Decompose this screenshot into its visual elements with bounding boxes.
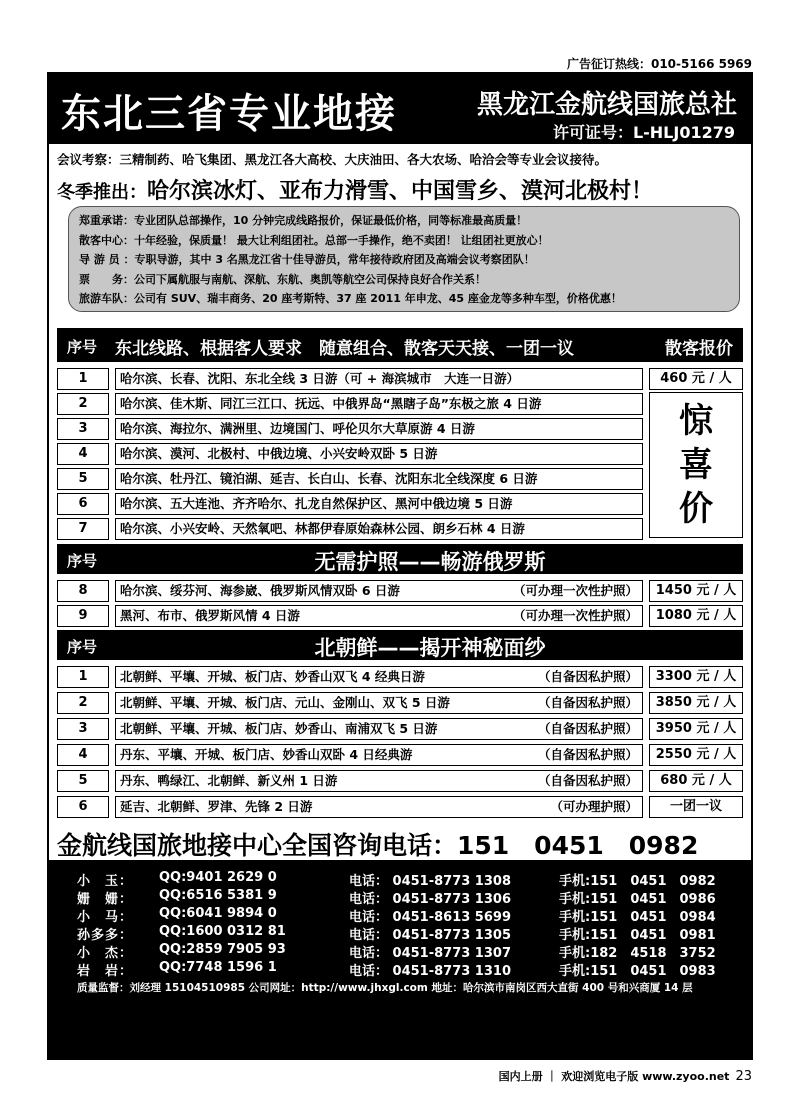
row-route <box>115 718 643 740</box>
promo-line: 旅游车队：公司有 SUV、瑞丰商务、20 座考斯特、37 座 2011 年申龙、45 座金龙等多种车型，价格优惠！ <box>79 292 622 306</box>
row-number: 1 <box>57 666 109 688</box>
row-route <box>115 692 643 714</box>
route-note: （自备因私护照） <box>537 695 638 710</box>
promo-line: 导 游 员 ：专职导游，其中 3 名黑龙江省十佳导游员，常年接待政府团及高端会议考察团队！ <box>79 253 535 267</box>
table-row <box>57 744 743 768</box>
contact-phone: 电话： 0451-8773 1306 <box>349 892 511 907</box>
table-row <box>57 443 743 467</box>
row-route <box>115 770 643 792</box>
license-number: 许可证号：L-HLJ01279 <box>552 123 735 142</box>
route-text: 北朝鲜、平壤、开城、板门店、元山、金刚山、双飞 5 日游 <box>120 695 450 710</box>
route-text: 丹东、平壤、开城、板门店、妙香山双卧 4 日经典游 <box>120 747 413 762</box>
section2-header <box>57 544 743 574</box>
row-route: 哈尔滨、牡丹江、镜泊湖、延吉、长白山、长春、沈阳东北全线深度 6 日游 <box>115 468 643 490</box>
route-text: 黑河、布市、俄罗斯风情 4 日游 <box>120 608 300 623</box>
conference-line: 会议考察：三精制药、哈飞集团、黑龙江各大高校、大庆油田、各大农场、哈洽会等专业会议接待。 <box>57 152 608 167</box>
section1-title: 东北线路、根据客人要求 随意组合、散客天天接、一团一议 <box>115 339 574 359</box>
row-route: 哈尔滨、海拉尔、满洲里、边境国门、呼伦贝尔大草原游 4 日游 <box>115 418 643 440</box>
row-price: 3950 元 / 人 <box>649 718 743 740</box>
winter-line <box>57 174 653 205</box>
contact-name: 小 玉： <box>77 874 134 889</box>
contact-name: 小 马： <box>77 910 134 925</box>
row-number: 3 <box>57 718 109 740</box>
promo-line: 散客中心：十年经验，保质量！ 最大让利组团社。总部一手操作，绝不卖团！ 让组团社更放心！ <box>79 233 549 247</box>
row-route <box>115 666 643 688</box>
page-number: 23 <box>735 1069 752 1084</box>
contact-qq: QQ:9401 2629 0 <box>159 870 277 885</box>
route-text: 北朝鲜、平壤、开城、板门店、妙香山双飞 4 经典日游 <box>120 669 425 684</box>
contact-phone: 电话： 0451-8773 1308 <box>349 874 511 889</box>
promo-line: 郑重承诺：专业团队总部操作，10 分钟完成线路报价，保证最低价格，同等标准最高质量！ <box>79 214 528 227</box>
route-note: （可办理一次性护照） <box>512 583 638 598</box>
table-row <box>57 468 743 492</box>
contact-mobile: 手机:151 0451 0986 <box>559 892 716 907</box>
section2-title: 无需护照——畅游俄罗斯 <box>314 550 546 574</box>
route-note: （自备因私护照） <box>537 721 638 736</box>
consult-hotline: 金航线国旅地接中心全国咨询电话：151 0451 0982 <box>57 831 699 860</box>
contact-qq: QQ:2859 7905 93 <box>159 942 286 957</box>
winter-items: 哈尔滨冰灯、亚布力滑雪、中国雪乡、漠河北极村！ <box>147 179 654 204</box>
contact-row <box>49 942 751 960</box>
contact-row <box>49 888 751 906</box>
row-route <box>115 744 643 766</box>
row-number: 1 <box>57 368 109 390</box>
main-title: 东北三省专业地接 <box>61 91 397 137</box>
table-row <box>57 580 743 604</box>
promo-box <box>68 206 740 312</box>
promo-line: 票 务：公司下属航服与南航、深航、东航、奥凯等航空公司保持良好合作关系！ <box>79 272 486 286</box>
route-note: （可办理护照） <box>550 799 638 814</box>
contact-name: 岩 岩： <box>77 964 134 979</box>
section3-header <box>57 630 743 660</box>
route-text: 延吉、北朝鲜、罗津、先锋 2 日游 <box>120 799 313 814</box>
contact-mobile: 手机:151 0451 0981 <box>559 928 716 943</box>
contact-qq: QQ:7748 1596 1 <box>159 960 277 975</box>
route-text: 丹东、鸭绿江、北朝鲜、新义州 1 日游 <box>120 773 338 788</box>
row-number: 4 <box>57 443 109 465</box>
row-price: 2550 元 / 人 <box>649 744 743 766</box>
winter-label: 冬季推出： <box>57 182 147 203</box>
row-number: 5 <box>57 770 109 792</box>
route-note: （自备因私护照） <box>537 773 638 788</box>
row-number: 2 <box>57 393 109 415</box>
row-price: 3300 元 / 人 <box>649 666 743 688</box>
surprise-price-box <box>649 392 743 538</box>
table-row <box>57 666 743 690</box>
contact-row <box>49 924 751 942</box>
table-row <box>57 493 743 517</box>
row-route <box>115 796 643 818</box>
row-number: 8 <box>57 580 109 602</box>
contact-qq: QQ:6516 5381 9 <box>159 888 277 903</box>
contact-row <box>49 870 751 888</box>
row-price: 680 元 / 人 <box>649 770 743 792</box>
surprise-char: 喜 <box>679 445 713 485</box>
table-row <box>57 796 743 820</box>
section3-no-label: 序号 <box>67 638 98 656</box>
ad-hotline: 广告征订热线：010-5166 5969 <box>566 57 752 71</box>
row-route: 哈尔滨、佳木斯、同江三江口、抚远、中俄界岛“黑瞎子岛”东极之旅 4 日游 <box>115 393 643 415</box>
route-text: 北朝鲜、平壤、开城、板门店、妙香山、南浦双飞 5 日游 <box>120 721 438 736</box>
route-note: （自备因私护照） <box>537 669 638 684</box>
row-price: 一团一议 <box>649 796 743 818</box>
contact-mobile: 手机:151 0451 0984 <box>559 910 716 925</box>
contact-phone: 电话： 0451-8773 1307 <box>349 946 511 961</box>
row-price: 1450 元 / 人 <box>649 580 743 602</box>
table-row <box>57 692 743 716</box>
row-number: 2 <box>57 692 109 714</box>
header-banner <box>49 74 751 144</box>
contact-mobile: 手机:182 4518 3752 <box>559 946 716 961</box>
contacts-footer: 质量监督：刘经理 15104510985 公司网址：http://www.jhxgl.com 地址：哈尔滨市南岗区西大直街 400 号和兴商厦 14 层 <box>77 982 693 994</box>
contact-name: 姗 姗： <box>77 892 134 907</box>
section1-header <box>57 328 743 362</box>
section1-price-label: 散客报价 <box>665 339 733 359</box>
row-route: 哈尔滨、长春、沈阳、东北全线 3 日游（可 + 海滨城市 大连一日游） <box>115 368 643 390</box>
table-row <box>57 368 743 392</box>
contact-phone: 电话： 0451-8773 1310 <box>349 964 511 979</box>
contact-qq: QQ:1600 0312 81 <box>159 924 286 939</box>
row-price: 1080 元 / 人 <box>649 605 743 627</box>
row-route: 哈尔滨、小兴安岭、天然氧吧、林都伊春原始森林公园、朗乡石林 4 日游 <box>115 518 643 540</box>
contacts-panel <box>49 860 751 1058</box>
row-route <box>115 605 643 627</box>
agency-name: 黑龙江金航线国旅总社 <box>476 90 737 120</box>
surprise-char: 惊 <box>679 401 713 441</box>
section2-no-label: 序号 <box>67 552 98 570</box>
contact-mobile: 手机:151 0451 0982 <box>559 874 716 889</box>
row-route: 哈尔滨、五大连池、齐齐哈尔、扎龙自然保护区、黑河中俄边境 5 日游 <box>115 493 643 515</box>
contact-phone: 电话： 0451-8773 1305 <box>349 928 511 943</box>
row-number: 9 <box>57 605 109 627</box>
contact-name: 小 杰： <box>77 946 134 961</box>
row-number: 7 <box>57 518 109 540</box>
ad-frame <box>47 72 753 1060</box>
route-note: （可办理一次性护照） <box>512 608 638 623</box>
page-footer <box>499 1068 752 1084</box>
row-price: 3850 元 / 人 <box>649 692 743 714</box>
table-row <box>57 518 743 542</box>
table-row <box>57 393 743 417</box>
row-number: 6 <box>57 493 109 515</box>
table-row <box>57 718 743 742</box>
contact-row <box>49 960 751 978</box>
section1-no-label: 序号 <box>67 338 98 356</box>
contact-name: 孙多多： <box>77 928 134 943</box>
table-row <box>57 605 743 629</box>
row-number: 3 <box>57 418 109 440</box>
footer-text: 国内上册 ｜ 欢迎浏览电子版 www.zyoo.net <box>498 1070 730 1083</box>
row-number: 5 <box>57 468 109 490</box>
row-route <box>115 580 643 602</box>
row-number: 6 <box>57 796 109 818</box>
contact-mobile: 手机:151 0451 0983 <box>559 964 716 979</box>
contact-phone: 电话： 0451-8613 5699 <box>349 910 511 925</box>
route-text: 哈尔滨、绥芬河、海参崴、俄罗斯风情双卧 6 日游 <box>120 583 400 598</box>
table-row <box>57 418 743 442</box>
contact-qq: QQ:6041 9894 0 <box>159 906 277 921</box>
surprise-char: 价 <box>679 489 713 529</box>
row-route: 哈尔滨、漠河、北极村、中俄边境、小兴安岭双卧 5 日游 <box>115 443 643 465</box>
section3-title: 北朝鲜——揭开神秘面纱 <box>314 636 546 660</box>
table-row <box>57 770 743 794</box>
row-number: 4 <box>57 744 109 766</box>
contact-row <box>49 906 751 924</box>
route-note: （自备因私护照） <box>537 747 638 762</box>
row-price: 460 元 / 人 <box>649 368 743 390</box>
